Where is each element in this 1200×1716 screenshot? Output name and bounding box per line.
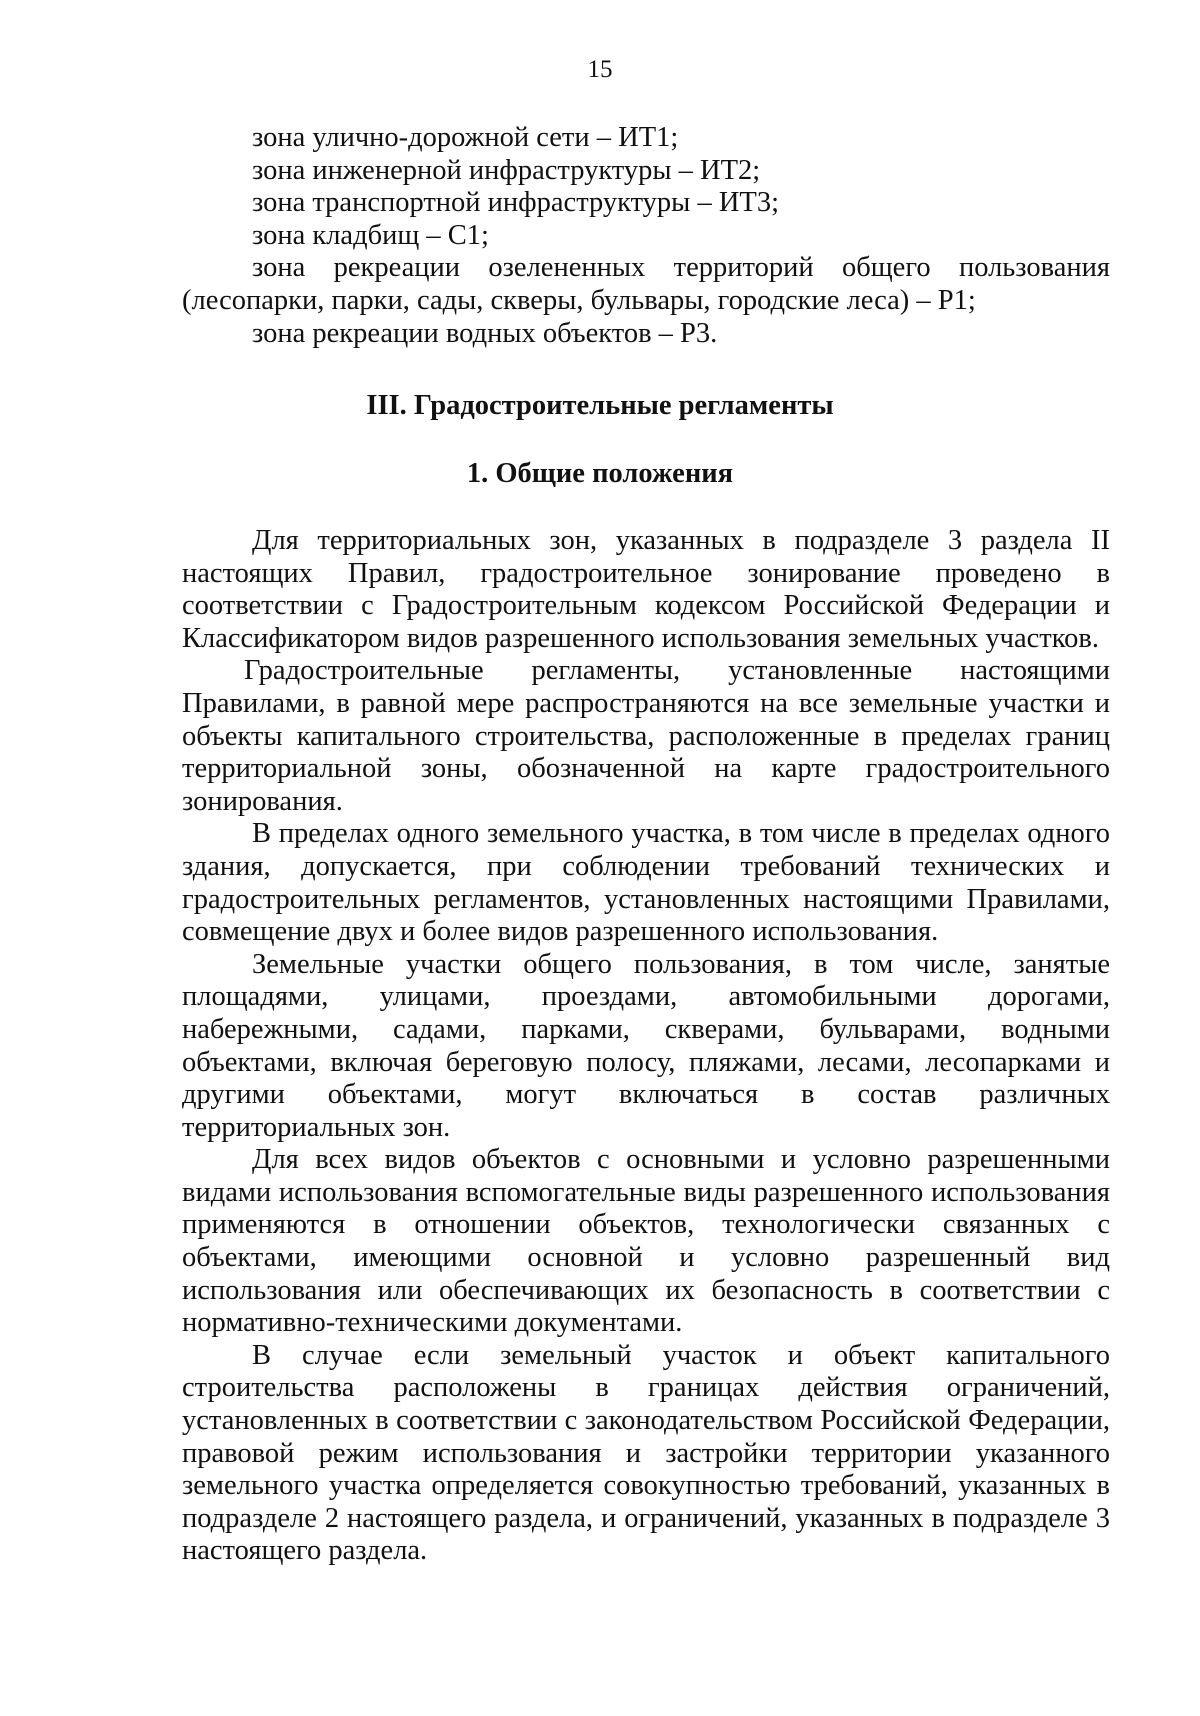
zone-item-p1-line1: зона рекреации озелененных территорий общего пользования (252, 252, 1110, 284)
paragraph-restrictions: В случае если земельный участок и объект капитального строительства расположены в границах действия ограничений, установленных в соответствии с законодательством Российской Федерации, правовой режим использования и застройки территории указанного земельного участка определяется совокупностью требований, указанных в подразделе 2 настоящего раздела, и ограничений, указанных в подразделе 3 настоящего раздела. (182, 1339, 1110, 1567)
page-number: 15 (587, 56, 613, 83)
section-heading: III. Градостроительные регламенты (366, 390, 834, 421)
paragraph-combined-use: В пределах одного земельного участка, в том числе в пределах одного здания, допускается, при соблюдении требований технических и градостроительных регламентов, установленных настоящими Правилами, совмещение двух и более видов разрешенного использования. (182, 818, 1110, 948)
zone-item-c1: зона кладбищ – С1; (252, 219, 489, 251)
paragraph-auxiliary-use: Для всех видов объектов с основными и условно разрешенными видами использования вспомогательные виды разрешенного использования применяются в отношении объектов, технологически связанных с объектами, имеющими основной и условно разрешенный вид использования или обеспечивающих их безопасность в соответствии с нормативно-техническими документами. (182, 1144, 1110, 1339)
zone-item-p3: зона рекреации водных объектов – Р3. (252, 317, 718, 349)
zone-item-p1-line2: (лесопарки, парки, сады, скверы, бульвары, городские леса) – Р1; (182, 284, 976, 316)
zone-item-it3: зона транспортной инфраструктуры – ИТ3; (252, 187, 779, 219)
zone-item-it1: зона улично-дорожной сети – ИТ1; (252, 122, 679, 153)
subsection-heading: 1. Общие положения (466, 458, 734, 489)
paragraph-regulations-scope: Градостроительные регламенты, установленные настоящими Правилами, в равной мере распространяются на все земельные участки и объекты капитального строительства, расположенные в пределах границ территориальной зоны, обозначенной на карте градостроительного зонирования. (182, 655, 1110, 817)
paragraph-zoning-basis: Для территориальных зон, указанных в подразделе 3 раздела II настоящих Правил, градостроительное зонирование проведено в соответствии с Градостроительным кодексом Российской Федерации и Классификатором видов разрешенного использования земельных участков. (182, 525, 1110, 654)
paragraph-public-land: Земельные участки общего пользования, в том числе, занятые площадями, улицами, проездами, автомобильными дорогами, набережными, садами, парками, скверами, бульварами, водными объектами, включая береговую полосу, пляжами, лесами, лесопарками и другими объектами, могут включаться в состав различных территориальных зон. (182, 948, 1110, 1143)
zone-list (182, 122, 1110, 350)
body-text (182, 525, 1110, 1568)
zone-item-it2: зона инженерной инфраструктуры – ИТ2; (252, 154, 761, 186)
